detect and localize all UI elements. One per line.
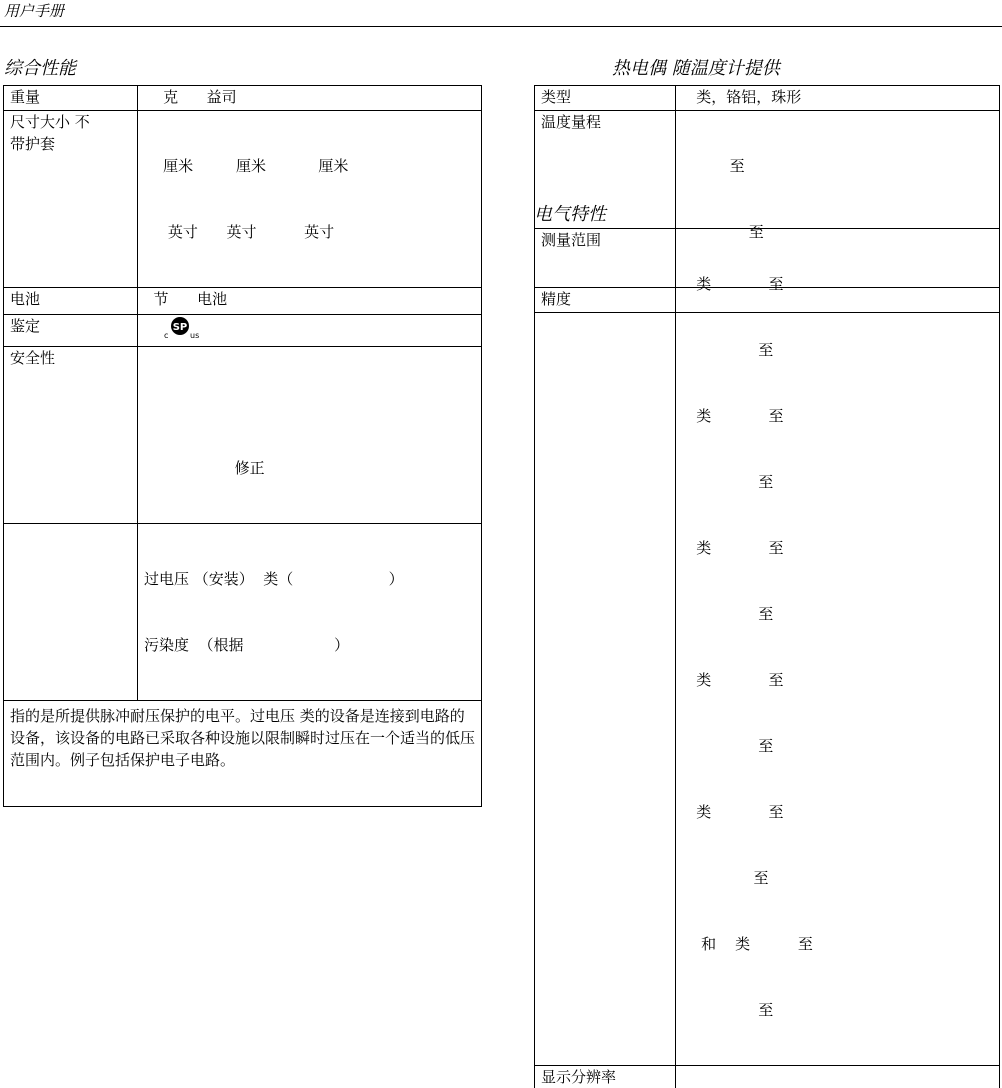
page-header-title: 用户手册 bbox=[4, 0, 64, 21]
range-line: 类 至 bbox=[682, 669, 993, 691]
safety-line: 修正 bbox=[144, 457, 475, 479]
size-value-line: 厘米 厘米 厘米 bbox=[144, 155, 475, 177]
table-row bbox=[4, 315, 482, 347]
temp-range-line: 至 bbox=[682, 221, 993, 243]
row-label-resolution: 显示分辨率 bbox=[535, 1066, 676, 1088]
range-line: 类 至 bbox=[682, 405, 993, 427]
row-value-safety bbox=[138, 347, 482, 524]
range-line: 和 类 至 bbox=[682, 933, 993, 955]
row-label-temp-range: 温度量程 bbox=[535, 111, 676, 288]
table-row bbox=[4, 288, 482, 315]
row-label-certification: 鉴定 bbox=[4, 315, 138, 347]
table-row bbox=[4, 701, 482, 807]
row-value-size bbox=[138, 111, 482, 288]
range-line: 类 至 bbox=[682, 537, 993, 559]
row-value-battery: 节 电池 bbox=[138, 288, 482, 315]
row-value-type: 类，铬铝，珠形 bbox=[676, 86, 1000, 111]
cert-us-text: us bbox=[190, 331, 199, 340]
table-row bbox=[4, 347, 482, 524]
electrical-specs-table bbox=[534, 228, 1000, 1088]
range-line: 至 bbox=[682, 735, 993, 757]
row-value-resolution bbox=[676, 1066, 1000, 1088]
row-label-accuracy: 精度 bbox=[535, 288, 676, 313]
row-value-weight: 克 益司 bbox=[138, 86, 482, 111]
range-line: 类 至 bbox=[682, 801, 993, 823]
header-divider bbox=[0, 26, 1002, 27]
size-label-line: 尺寸大小 不 bbox=[10, 111, 131, 133]
row-value-overvoltage bbox=[138, 524, 482, 701]
electrical-specs-title: 电气特性 bbox=[534, 200, 606, 226]
row-label-safety: 安全性 bbox=[4, 347, 138, 524]
general-specs-title: 综合性能 bbox=[4, 54, 76, 80]
row-label-weight: 重量 bbox=[4, 86, 138, 111]
svg-text:SP: SP bbox=[173, 322, 188, 333]
size-label-line: 带护套 bbox=[10, 133, 131, 155]
row-value-measure-range bbox=[676, 229, 1000, 1066]
range-line: 至 bbox=[682, 999, 993, 1021]
table-row bbox=[535, 229, 1000, 1066]
table-row bbox=[535, 86, 1000, 111]
csa-certification-icon bbox=[158, 316, 204, 338]
table-row bbox=[4, 86, 482, 111]
table-row bbox=[4, 111, 482, 288]
row-value-certification bbox=[138, 315, 482, 347]
thermocouple-title: 热电偶 随温度计提供 bbox=[612, 54, 780, 80]
row-label-battery: 电池 bbox=[4, 288, 138, 315]
temp-range-line: 至 bbox=[682, 155, 993, 177]
table-row bbox=[4, 524, 482, 701]
safety-line bbox=[144, 391, 475, 413]
range-line: 至 bbox=[682, 471, 993, 493]
row-label-size bbox=[4, 111, 138, 288]
general-specs-table bbox=[3, 85, 482, 807]
table-row bbox=[535, 1066, 1000, 1088]
size-value-line: 英寸 英寸 英寸 bbox=[144, 221, 475, 243]
overvoltage-line: 过电压 （安装） 类（ ） bbox=[144, 568, 475, 590]
range-line: 至 bbox=[682, 603, 993, 625]
row-label-type: 类型 bbox=[535, 86, 676, 111]
row-label-measure-range: 测量范围 bbox=[535, 229, 676, 1066]
range-line: 至 bbox=[682, 339, 993, 361]
pollution-line: 污染度 （根据 ） bbox=[144, 634, 475, 656]
overvoltage-note: 指的是所提供脉冲耐压保护的电平。过电压 类的设备是连接到电路的设备，该设备的电路已采取各种设施以限制瞬时过压在一个适当的低压范围内。例子包括保护电子电路。 bbox=[4, 701, 482, 807]
row-label-empty bbox=[4, 524, 138, 701]
range-line: 至 bbox=[682, 867, 993, 889]
range-line: 类 至 bbox=[682, 273, 993, 295]
cert-c-text: c bbox=[164, 331, 168, 340]
